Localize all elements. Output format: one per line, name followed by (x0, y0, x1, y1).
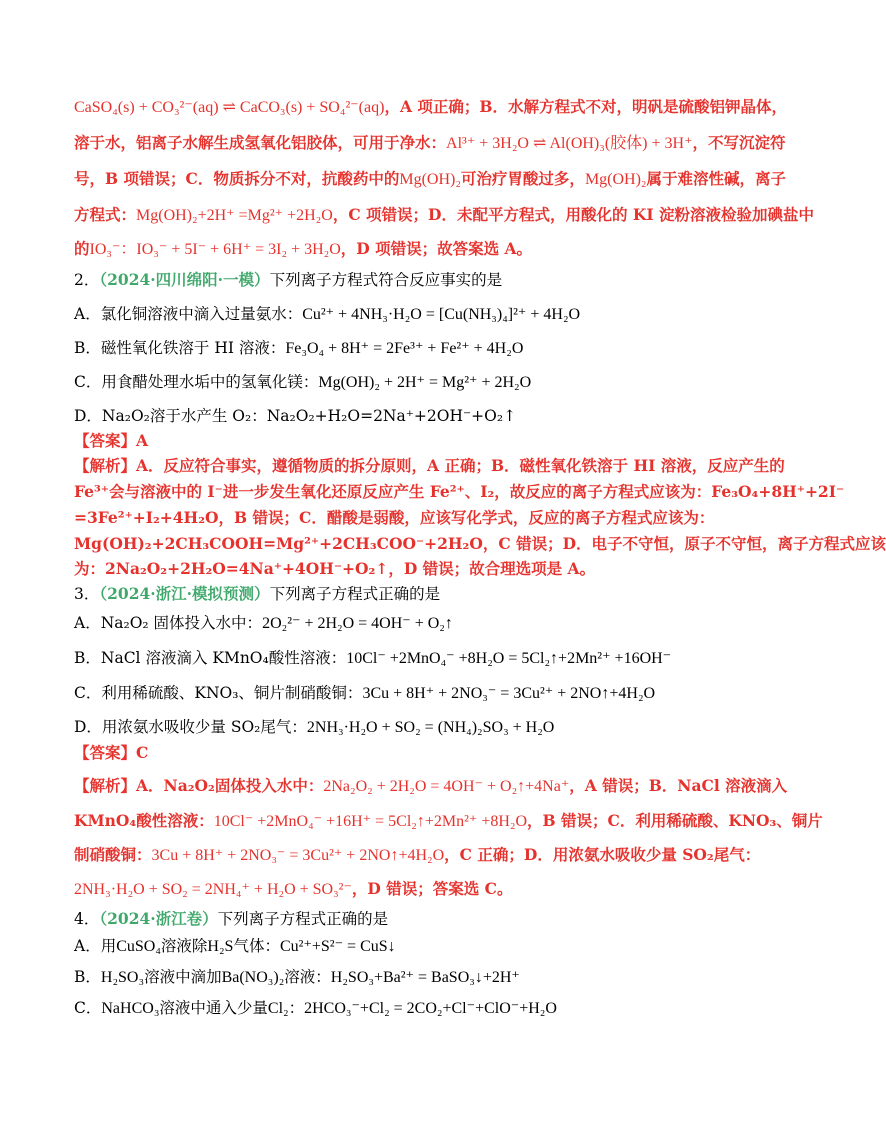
text-segment: 下列离子方程式正确的是 (269, 585, 441, 603)
text-segment: D．用浓氨水吸收少量 SO₂尾气： (74, 718, 307, 736)
text-line-l11 (74, 431, 148, 451)
source-tag: （2024·浙江·模拟预测） (99, 584, 270, 603)
text-segment: 溶液除 (160, 937, 208, 955)
text-line-l29 (74, 967, 520, 988)
text-segment: A．氯化铜溶液中滴入过量氨水： (74, 305, 303, 323)
text-line-l12 (74, 456, 785, 476)
equation: Cu²⁺+S²⁻ = CuS↓ (279, 938, 396, 955)
equation: H₂SO₃ (100, 969, 145, 986)
equation: Cl₂ (267, 1000, 289, 1017)
text-segment: 【解析】A．Na₂O₂固体投入水中： (74, 776, 324, 795)
text-line-l24 (74, 811, 823, 832)
equation: Mg(OH)₂ (399, 171, 461, 188)
text-segment: 气体： (233, 937, 280, 955)
text-segment: ： (288, 999, 305, 1017)
equation: CaSO₄(s) + CO₃²⁻(aq) ⇌ CaCO₃(s) + SO₄²⁻(aq) (74, 99, 385, 116)
equation: 2O₂²⁻ + 2H₂O = 4OH⁻ + O₂↑ (262, 615, 453, 632)
text-segment: 下列离子方程式正确的是 (217, 910, 389, 928)
equation: 3Cu + 8H⁺ + 2NO₃⁻ = 3Cu²⁺ + 2NO↑+4H₂O (151, 847, 445, 864)
text-line-l23 (74, 776, 787, 797)
text-segment: D．Na₂O₂溶于水产生 O₂：Na₂O₂+H₂O=2Na⁺+2OH⁻+O₂↑ (74, 407, 517, 425)
equation: 3Cu + 8H⁺ + 2NO₃⁻ = 3Cu²⁺ + 2NO↑+4H₂O (362, 685, 656, 702)
text-segment: ，C 正确；D．用浓氨水吸收少量 SO₂尾气： (444, 845, 761, 864)
text-segment: KMnO₄酸性溶液： (74, 811, 214, 830)
text-segment: ，C 项错误；D．未配平方程式，用酸化的 KI 淀粉溶液检验加碘盐中 (332, 205, 815, 224)
equation: 2NH₃·H₂O + SO₂ = (NH₄)₂SO₃ + H₂O (306, 719, 555, 736)
equation: Mg(OH)₂+2H⁺ =Mg²⁺ +2H₂O (136, 207, 333, 224)
text-line-l25 (74, 845, 760, 866)
text-segment: C．利用稀硫酸、KNO₃、铜片制硝酸铜： (74, 684, 363, 702)
equation: Mg(OH)₂ + 2H⁺ = Mg²⁺ + 2H₂O (318, 374, 532, 391)
text-segment: ，B 错误；C．利用稀硫酸、KNO₃、铜片 (527, 811, 823, 830)
source-tag: （2024·浙江卷） (99, 909, 218, 928)
text-segment: ，D 项错误；故答案选 A。 (340, 239, 533, 258)
equation: 2NH₃·H₂O + SO₂ = 2NH₄⁺ + H₂O + SO₃²⁻ (74, 881, 352, 898)
text-segment: A．用 (74, 937, 117, 955)
equation: H₂SO₃+Ba²⁺ = BaSO₃↓+2H⁺ (330, 969, 520, 986)
text-segment: ，A 项正确；B．水解方程式不对，明矾是硫酸铝钾晶体， (384, 97, 787, 116)
text-segment: 溶液中滴加 (144, 968, 222, 986)
text-line-l06 (74, 270, 502, 290)
text-segment: B．磁性氧化铁溶于 HI 溶液： (74, 339, 286, 357)
text-line-l03 (74, 169, 786, 190)
text-line-l13 (74, 482, 844, 502)
equation: IO₃⁻：IO₃⁻ + 5I⁻ + 6H⁺ = 3I₂ + 3H₂O (89, 241, 341, 258)
text-line-l05 (74, 239, 532, 260)
text-segment: B．NaCl 溶液滴入 KMnO₄酸性溶液： (74, 649, 347, 667)
text-segment: 下列离子方程式符合反应事实的是 (269, 271, 503, 289)
text-segment: 制硝酸铜： (74, 845, 152, 864)
text-line-l20 (74, 683, 655, 704)
equation: 10Cl⁻ +2MnO₄⁻ +16H⁺ = 5Cl₂↑+2Mn²⁺ +8H₂O (213, 813, 528, 830)
text-line-l21 (74, 717, 554, 738)
text-segment: B． (74, 968, 101, 986)
text-line-l18 (74, 613, 453, 634)
text-segment: C．用食醋处理水垢中的氢氧化镁： (74, 373, 319, 391)
text-segment: 3． (74, 585, 100, 603)
text-segment: 4． (74, 910, 100, 928)
text-line-l22 (74, 743, 148, 763)
equation: Al³⁺ + 3H₂O ⇌ Al(OH)₃(胶体) + 3H⁺ (446, 135, 693, 152)
equation: 2Na₂O₂ + 2H₂O = 4OH⁻ + O₂↑+4Na⁺ (323, 778, 570, 795)
text-segment: ，A 错误；B．NaCl 溶液滴入 (569, 776, 788, 795)
text-segment: 方程式： (74, 205, 137, 224)
text-segment: 号，B 项错误；C．物质拆分不对，抗酸药中的 (74, 169, 400, 188)
text-line-l01 (74, 97, 787, 118)
equation: H₂S (207, 938, 234, 955)
text-line-l19 (74, 648, 671, 669)
text-segment: Mg(OH)₂+2CH₃COOH=Mg²⁺+2CH₃COO⁻+2H₂O，C 错误；D．电子不守恒，原子不守恒，离子方程式应该 (74, 534, 886, 553)
equation: NaHCO₃ (101, 1000, 160, 1017)
source-tag: （2024·四川绵阳·一模） (99, 270, 270, 289)
text-line-l02 (74, 133, 786, 154)
equation: Fe₃O₄ + 8H⁺ = 2Fe³⁺ + Fe²⁺ + 4H₂O (285, 340, 524, 357)
text-line-l28 (74, 936, 396, 957)
text-line-l27 (74, 909, 388, 929)
text-segment: ，不写沉淀符 (692, 133, 786, 152)
text-segment: 可治疗胃酸过多， (460, 169, 585, 188)
equation: 2HCO₃⁻+Cl₂ = 2CO₂+Cl⁻+ClO⁻+H₂O (304, 1000, 557, 1017)
text-line-l09 (74, 372, 531, 393)
text-segment: A．Na₂O₂ 固体投入水中： (74, 614, 263, 632)
text-line-l10 (74, 406, 516, 426)
text-segment: ，D 错误；答案选 C。 (351, 879, 513, 898)
text-segment: Fe³⁺会与溶液中的 I⁻进一步发生氧化还原反应产生 Fe²⁺、I₂，故反应的离子方程式应该为：Fe₃O₄+8H⁺+2I⁻ (74, 482, 845, 501)
equation: Cu²⁺ + 4NH₃·H₂O = [Cu(NH₃)₄]²⁺ + 4H₂O (302, 306, 581, 323)
text-segment: 2． (74, 271, 100, 289)
text-segment: 属于难溶性碱，离子 (646, 169, 787, 188)
text-line-l08 (74, 338, 523, 359)
text-line-l16 (74, 559, 595, 579)
text-segment: 为：2Na₂O₂+2H₂O=4Na⁺+4OH⁻+O₂↑，D 错误；故合理选项是 A。 (74, 559, 596, 578)
text-segment: 溶于水，铝离子水解生成氢氧化铝胶体，可用于净水： (74, 133, 447, 152)
equation: Ba(NO₃)₂ (221, 969, 285, 986)
text-segment: 【答案】C (74, 743, 149, 762)
text-line-l07 (74, 304, 580, 325)
text-segment: 的 (74, 239, 90, 258)
text-line-l15 (74, 534, 886, 554)
text-segment: =3Fe²⁺+I₂+4H₂O，B 错误；C．醋酸是弱酸，应该写化学式，反应的离子方程式应该为： (74, 508, 715, 527)
text-segment: 溶液中通入少量 (159, 999, 268, 1017)
text-segment: 【解析】A．反应符合事实，遵循物质的拆分原则，A 正确；B．磁性氧化铁溶于 HI 溶液，反应产生的 (74, 456, 785, 475)
text-segment: C． (74, 999, 102, 1017)
text-line-l26 (74, 879, 513, 900)
equation: Mg(OH)₂ (584, 171, 647, 188)
equation: CuSO₄ (116, 938, 161, 955)
text-segment: 【答案】A (74, 431, 149, 450)
text-line-l14 (74, 508, 714, 528)
text-line-l30 (74, 998, 557, 1019)
text-line-l04 (74, 205, 814, 226)
text-segment: 溶液： (284, 968, 331, 986)
equation: 10Cl⁻ +2MnO₄⁻ +8H₂O = 5Cl₂↑+2Mn²⁺ +16OH⁻ (346, 650, 672, 667)
text-line-l17 (74, 584, 440, 604)
